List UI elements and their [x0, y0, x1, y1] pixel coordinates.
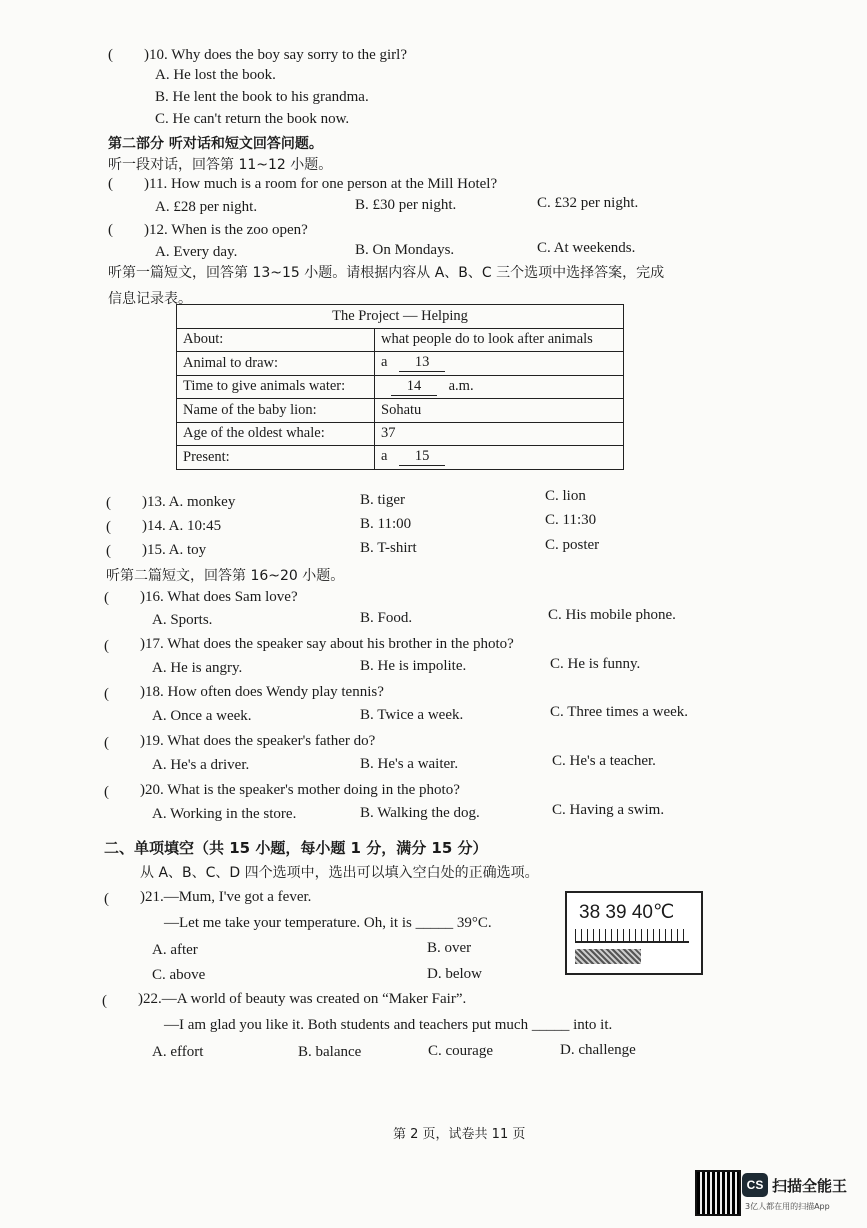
- q17-option-c: C. He is funny.: [550, 656, 641, 672]
- camscanner-logo: CS: [742, 1173, 768, 1197]
- passage2-instruction: 听第二篇短文，回答第 16~20 小题。: [106, 568, 345, 584]
- section2-instruction: 从 A、B、C、D 四个选项中，选出可以填入空白处的正确选项。: [140, 865, 539, 881]
- info-record-table: [176, 304, 624, 470]
- thermometer-scale: [575, 929, 689, 943]
- q10-option-b: B. He lent the book to his grandma.: [155, 89, 369, 105]
- table-suffix: a.m.: [448, 377, 474, 394]
- answer-paren: (: [106, 519, 111, 535]
- q21-option-c: C. above: [152, 967, 206, 983]
- q18-option-b: B. Twice a week.: [360, 707, 464, 723]
- thermometer-image: [565, 891, 703, 975]
- table-row: [177, 352, 624, 376]
- answer-paren: (: [108, 222, 113, 238]
- answer-paren: (: [106, 495, 111, 511]
- question-21-line1: )21.—Mum, I've got a fever.: [140, 889, 312, 905]
- q11-option-b: B. £30 per night.: [355, 197, 457, 213]
- answer-paren: (: [104, 735, 109, 751]
- q12-option-b: B. On Mondays.: [355, 242, 455, 258]
- q19-option-a: A. He's a driver.: [152, 757, 250, 773]
- q21-option-a: A. after: [152, 942, 198, 958]
- passage1-instruction: 听第一篇短文，回答第 13~15 小题。请根据内容从 A、B、C 三个选项中选择答案，完成: [108, 265, 665, 281]
- qr-code: [695, 1170, 741, 1216]
- table-prefix: a: [381, 354, 388, 371]
- q20-option-b: B. Walking the dog.: [360, 805, 480, 821]
- answer-paren: (: [104, 686, 109, 702]
- answer-paren: (: [104, 638, 109, 654]
- q19-option-b: B. He's a waiter.: [360, 756, 459, 772]
- table-row: [177, 375, 624, 399]
- q13-option-c: C. lion: [545, 488, 586, 504]
- answer-paren: (: [104, 784, 109, 800]
- q15-option-b: B. T-shirt: [360, 540, 417, 556]
- answer-paren: (: [104, 590, 109, 606]
- blank-13: 13: [399, 354, 445, 372]
- q11-option-c: C. £32 per night.: [537, 195, 639, 211]
- q12-option-a: A. Every day.: [155, 244, 238, 260]
- q20-option-c: C. Having a swim.: [552, 802, 665, 818]
- table-value: what people do to look after animals: [375, 328, 624, 352]
- q12-option-c: C. At weekends.: [537, 240, 636, 256]
- q22-option-b: B. balance: [298, 1044, 362, 1060]
- question-22-line1: )22.—A world of beauty was created on “Maker Fair”.: [138, 991, 467, 1007]
- watermark-name: 扫描全能王: [772, 1177, 848, 1195]
- q21-option-b: B. over: [427, 940, 472, 956]
- answer-paren: (: [104, 891, 109, 907]
- question-11-stem: )11. How much is a room for one person at the Mill Hotel?: [144, 176, 498, 192]
- question-10-stem: )10. Why does the boy say sorry to the girl?: [144, 47, 408, 63]
- q10-option-a: A. He lost the book.: [155, 67, 276, 83]
- q17-option-a: A. He is angry.: [152, 660, 243, 676]
- q16-option-c: C. His mobile phone.: [548, 607, 676, 623]
- question-17-stem: )17. What does the speaker say about his brother in the photo?: [140, 636, 514, 652]
- q16-option-a: A. Sports.: [152, 612, 213, 628]
- table-label: Name of the baby lion:: [177, 399, 375, 423]
- q22-option-d: D. challenge: [560, 1042, 636, 1058]
- part2-dialog-instruction: 听一段对话，回答第 11~12 小题。: [108, 157, 333, 173]
- table-label: Time to give animals water:: [177, 375, 375, 399]
- question-14: )14. A. 10:45: [142, 518, 222, 534]
- q20-option-a: A. Working in the store.: [152, 806, 297, 822]
- q19-option-c: C. He's a teacher.: [552, 753, 656, 769]
- question-15: )15. A. toy: [142, 542, 207, 558]
- table-row: [177, 399, 624, 423]
- q11-option-a: A. £28 per night.: [155, 199, 258, 215]
- answer-paren: (: [106, 543, 111, 559]
- q18-option-c: C. Three times a week.: [550, 704, 689, 720]
- q22-option-c: C. courage: [428, 1043, 493, 1059]
- table-label: About:: [177, 328, 375, 352]
- table-row: [177, 446, 624, 470]
- question-20-stem: )20. What is the speaker's mother doing in the photo?: [140, 782, 460, 798]
- blank-15: 15: [399, 448, 445, 466]
- page-footer: 第 2 页，试卷共 11 页: [393, 1127, 526, 1142]
- q15-option-c: C. poster: [545, 537, 600, 553]
- q10-option-c: C. He can't return the book now.: [155, 111, 350, 127]
- table-label: Present:: [177, 446, 375, 470]
- section2-title: 二、单项填空（共 15 小题，每小题 1 分，满分 15 分）: [104, 839, 488, 857]
- thermometer-reading: 38 39 40℃: [579, 902, 675, 923]
- passage1-instruction-cont: 信息记录表。: [108, 291, 192, 307]
- q13-option-b: B. tiger: [360, 492, 405, 508]
- question-22-line2: —I am glad you like it. Both students and teachers put much _____ into it.: [164, 1017, 613, 1033]
- question-18-stem: )18. How often does Wendy play tennis?: [140, 684, 384, 700]
- thermometer-bar: [575, 949, 641, 964]
- question-19-stem: )19. What does the speaker's father do?: [140, 733, 376, 749]
- answer-paren: (: [108, 176, 113, 192]
- table-row: [177, 328, 624, 352]
- q22-option-a: A. effort: [152, 1044, 204, 1060]
- q21-option-d: D. below: [427, 966, 482, 982]
- q17-option-b: B. He is impolite.: [360, 658, 467, 674]
- q18-option-a: A. Once a week.: [152, 708, 252, 724]
- question-12-stem: )12. When is the zoo open?: [144, 222, 308, 238]
- q14-option-b: B. 11:00: [360, 516, 412, 532]
- q16-option-b: B. Food.: [360, 610, 413, 626]
- q14-option-c: C. 11:30: [545, 512, 597, 528]
- blank-14: 14: [391, 378, 437, 396]
- table-value: Sohatu: [375, 399, 624, 423]
- answer-paren: (: [102, 993, 107, 1009]
- question-13: )13. A. monkey: [142, 494, 236, 510]
- table-label: Animal to draw:: [177, 352, 375, 376]
- question-16-stem: )16. What does Sam love?: [140, 589, 298, 605]
- table-row: [177, 422, 624, 446]
- question-21-line2: —Let me take your temperature. Oh, it is _____ 39°C.: [164, 915, 492, 931]
- answer-paren: (: [108, 47, 113, 63]
- table-label: Age of the oldest whale:: [177, 422, 375, 446]
- table-title: The Project — Helping: [177, 305, 624, 329]
- watermark-tagline: 3亿人都在用的扫描App: [745, 1202, 830, 1211]
- part2-title: 第二部分 听对话和短文回答问题。: [108, 136, 323, 152]
- table-prefix: a: [381, 448, 388, 465]
- table-value: 37: [375, 422, 624, 446]
